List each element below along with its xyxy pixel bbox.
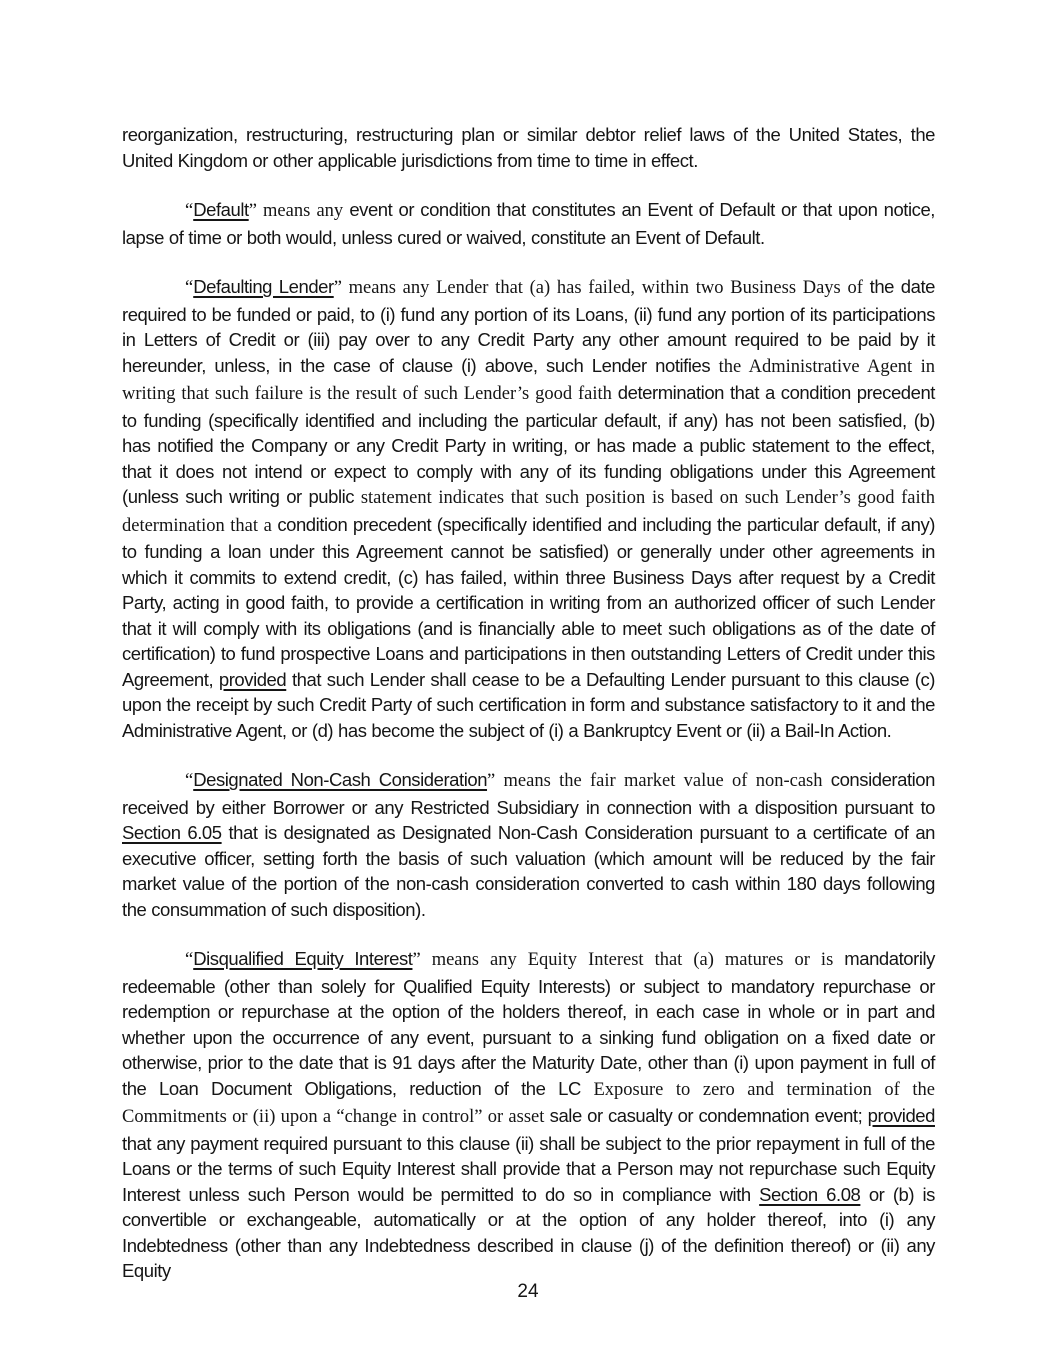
definition-disqualified-equity-interest (122, 946, 935, 1284)
text-run: that is designated as Designated Non-Cash Consideration pursuant to a certificate of an executive officer, setting forth the basis of such valuation (which amount will be reduced by the fair market value of the portion of the non-cash consideration converted to cash within 180 days following the consummation of such disposition). (122, 822, 935, 920)
text-run: “ (185, 771, 194, 791)
text-run: reorganization, restructuring, restructuring plan or similar debtor relief laws of the United States, the United Kingdom or other applicable jurisdictions from time to time in effect. (122, 124, 935, 171)
text-run: sale or casualty or condemnation event; (549, 1105, 868, 1126)
section-reference: Section 6.08 (759, 1183, 861, 1205)
text-run: condition precedent (specifically identified and including the particular default, if any) to funding a loan under this Agreement cannot be satisfied) or generally under other agreements in which it commits to extend credit, (c) has failed, within three Business Days after request by a Credit Party, acting in good faith, to provide a certification in writing from an authorized officer of such Lender that it will comply with its obligations (and is financially able to meet such obligations as of the date of certification) to fund prospective Loans and participations in then outstanding Letters of Credit under this Agreement, (122, 513, 935, 690)
text-run: the Administrative Agent in writing that such failure is the result of such Lender’s good faith (122, 356, 935, 404)
document-body (122, 122, 935, 1284)
paragraph-debtor-relief-continuation (122, 122, 935, 173)
text-run: mandatorily redeemable (other than solely for Qualified Equity Interests) or subject to mandatory repurchase or redemption or repurchase at the option of the holders thereof, in each case in whole or in part and whether upon the occurrence of any event, pursuant to a sinking fund obligation on a fixed date or otherwise, prior to the date that is 91 days after the Maturity Date, other than (i) upon payment in full of the Loan Document Obligations, reduction of the LC (122, 948, 935, 1099)
proviso-term: provided (218, 668, 287, 690)
text-run: or (b) is convertible or exchangeable, automatically or at the option of any holder thereof, into (i) any Indebtedness (other than any Indebtedness described in clause (j) of the definition thereof) or (ii) any Equity (122, 1183, 935, 1281)
text-run: ” means any Equity Interest that (a) matures or is (412, 950, 845, 970)
text-run: determination that a condition precedent to funding (specifically identified and including the particular default, if any) has not been satisfied, (b) has notified the Company or any Credit Party in writing, or has made a public statement to the effect, that it does not intend or expect to comply with any of its funding obligations under this Agreement (unless such writing or public (122, 382, 935, 507)
definition-defaulting-lender (122, 274, 935, 743)
text-run: ” means any (248, 201, 350, 221)
text-run: “ (185, 950, 194, 970)
definition-default (122, 197, 935, 250)
definition-designated-non-cash-consideration (122, 767, 935, 922)
text-run: that any payment required pursuant to this clause (ii) shall be subject to the prior repayment in full of the Loans or the terms of such Equity Interest shall provide that a Person may not repurchase such Equity Interest unless such Person would be permitted to do so in compliance with (122, 1132, 935, 1205)
text-run: ” means the fair market value of non-cash (487, 771, 831, 791)
text-run: that such Lender shall cease to be a Defaulting Lender pursuant to this clause (c) upon the receipt by such Credit Party of such certification in form and substance satisfactory to it and the Administrative Agent, or (d) has become the subject of (i) a Bankruptcy Event or (ii) a Bail-In Action. (122, 668, 935, 741)
defined-term: Defaulting Lender (193, 276, 334, 297)
text-run: the date required to be funded or paid, to (i) fund any portion of its Loans, (ii) fund any portion of its participations in Letters of Credit or (iii) pay over to any Credit Party any other amount required to be paid by it hereunder, unless, in the case of clause (i) above, such Lender notifies (122, 276, 935, 376)
text-run: “ (185, 278, 194, 298)
text-run: consideration received by either Borrower or any Restricted Subsidiary in connection with a disposition pursuant to (122, 769, 935, 818)
page-number: 24 (517, 1281, 539, 1302)
text-run: “ (185, 201, 194, 221)
page-footer (0, 1281, 1056, 1303)
section-reference: Section 6.05 (122, 822, 222, 843)
defined-term: Designated Non-Cash Consideration (193, 769, 488, 790)
text-run: ” means any Lender that (a) has failed, within two Business Days of (333, 278, 870, 298)
defined-term: Disqualified Equity Interest (193, 948, 413, 969)
text-run: Exposure to zero and termination of the Commitments or (ii) upon a “change in control” or asset (122, 1079, 935, 1127)
defined-term: Default (193, 199, 249, 220)
text-run: statement indicates that such position is based on such Lender’s good faith determination that a (122, 488, 935, 536)
text-run: event or condition that constitutes an Event of Default or that upon notice, lapse of time or both would, unless cured or waived, constitute an Event of Default. (122, 199, 935, 248)
proviso-term: provided (867, 1105, 935, 1126)
